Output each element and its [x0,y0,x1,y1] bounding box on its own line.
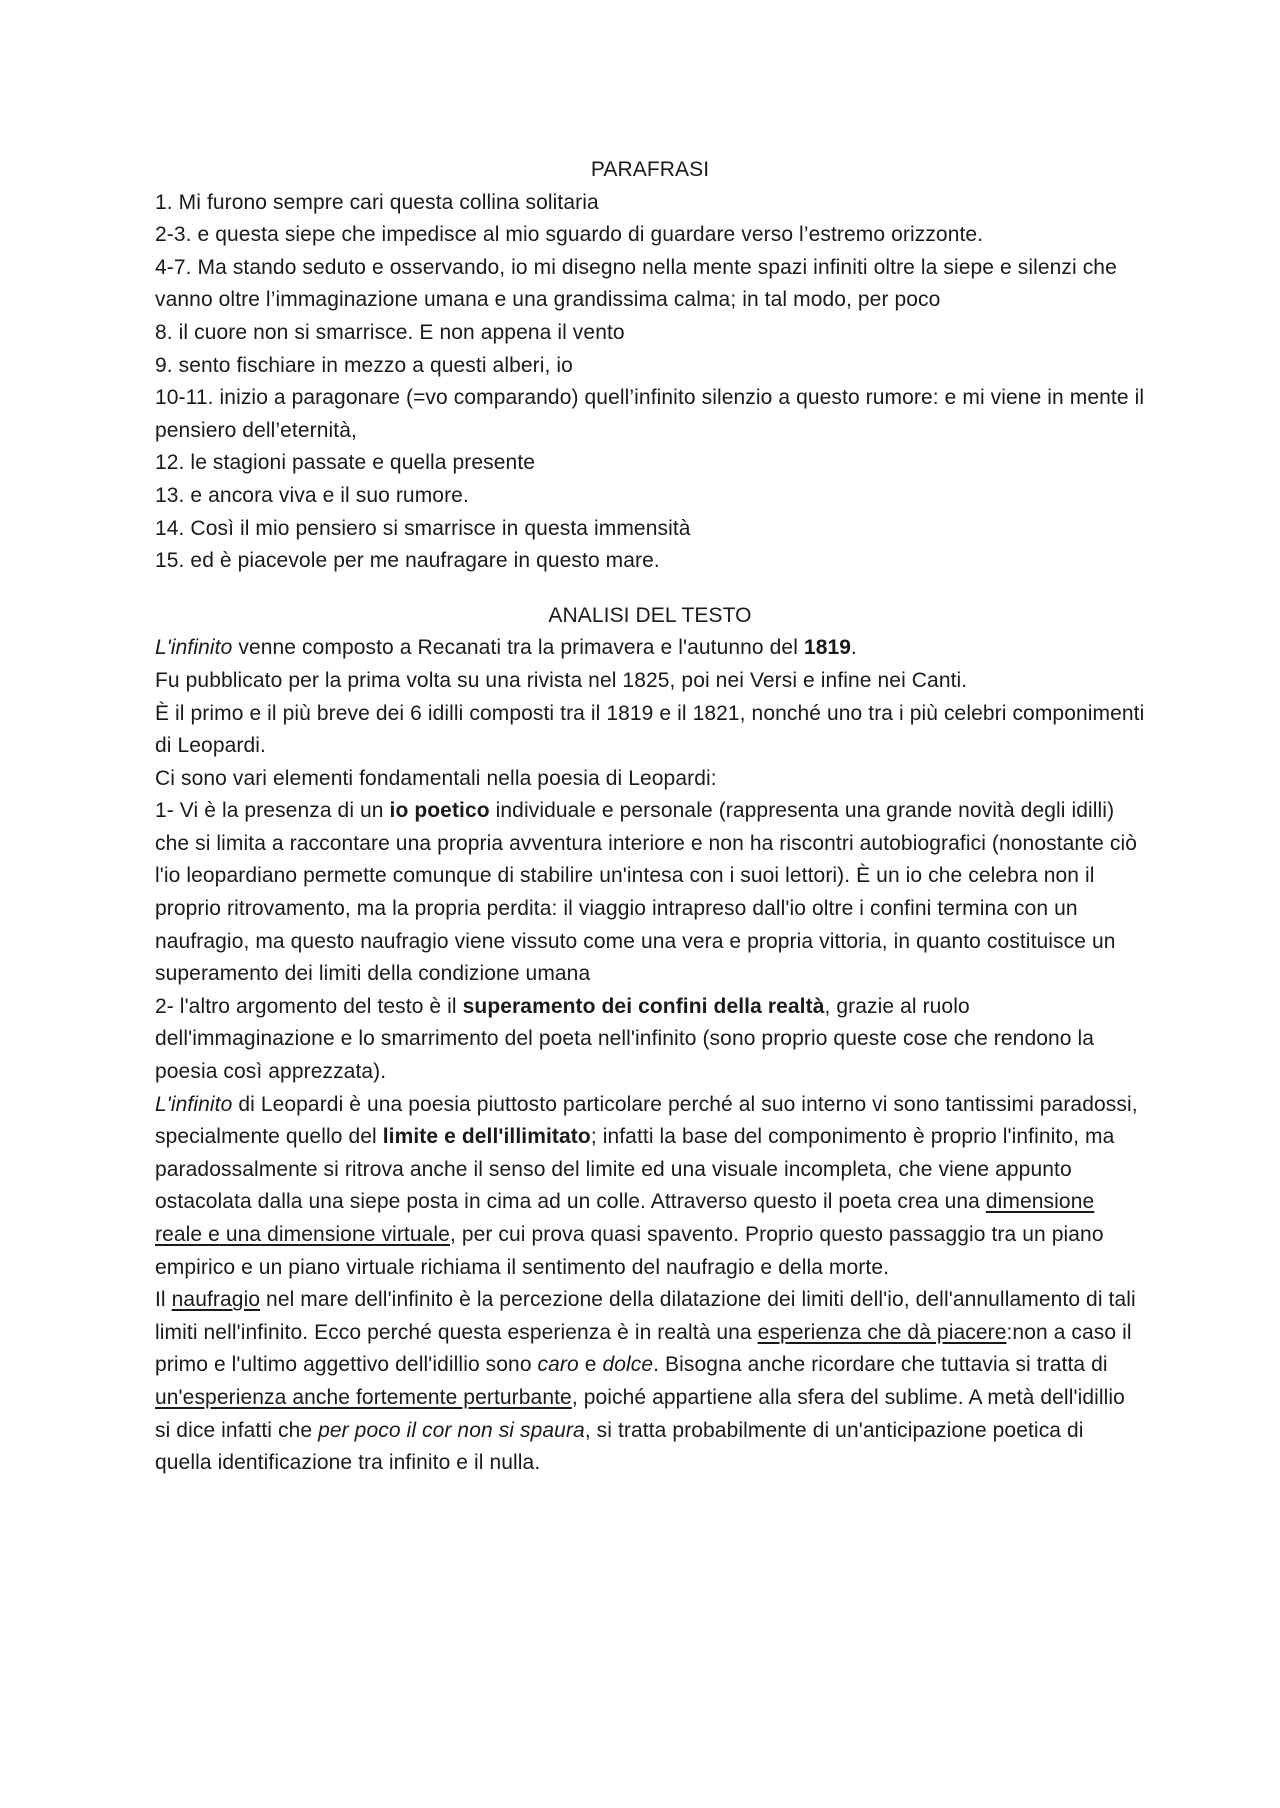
analisi-heading: ANALISI DEL TESTO [548,603,752,627]
parafrasi-line: 9. sento fischiare in mezzo a questi alberi, io [155,353,573,377]
poem-title: L'infinito [155,636,233,660]
parafrasi-line: 4-7. Ma stando seduto e osservando, io mi disegno nella mente spazi infiniti oltre la siepe e silenzi che vanno oltre l’immaginazione umana e una grandissima calma; in tal modo, per poco [155,255,1117,312]
year: 1819 [803,636,852,660]
underlined-term: un'esperienza anche fortemente perturbante [155,1385,572,1409]
analisi-paragraph-4: Ci sono vari elementi fondamentali nella poesia di Leopardi: [155,766,717,790]
document-page [155,154,1145,1480]
analisi-paragraph-2: Fu pubblicato per la prima volta su una rivista nel 1825, poi nei Versi e infine nei Canti. [155,668,968,692]
parafrasi-line: 10-11. inizio a paragonare (=vo comparando) quell’infinito silenzio a questo rumore: e mi viene in mente il pensiero dell’eternità, [155,386,1145,442]
bold-term: io poetico [389,799,490,823]
parafrasi-line: 14. Così il mio pensiero si smarrisce in questa immensità [155,516,691,540]
underlined-term: esperienza che dà piacere [757,1320,1007,1344]
analisi-paragraph-3: È il primo e il più breve dei 6 idilli composti tra il 1819 e il 1821, nonché uno tra i più celebri componimenti di Leopardi. [155,701,1145,758]
parafrasi-heading: PARAFRASI [590,158,710,181]
italic-quote: per poco il cor non si spaura [318,1418,585,1442]
analisi-paragraph-6: 2- l'altro argomento del testo è il superamento dei confini della realtà, grazie al ruolo dell'immaginazione e lo smarrimento del poeta nell'infinito (sono proprio queste cose che rendono la poesia così apprezzata). [155,994,1095,1084]
parafrasi-line: 1. Mi furono sempre cari questa collina solitaria [155,190,599,214]
parafrasi-line: 2-3. e questa siepe che impedisce al mio sguardo di guardare verso l’estremo orizzonte. [155,223,984,247]
analisi-paragraph-8: Il naufragio nel mare dell'infinito è la percezione della dilatazione dei limiti dell'io, dell'annullamento di tali limiti nell'infinito. Ecco perché questa esperienza è in realtà una esperienza che dà piacere:non a caso il primo e l'ultimo aggettivo dell'idillio sono caro e dolce. Bisogna anche ricordare che tuttavia si tratta di un'esperienza anche fortemente perturbante, poiché appartiene alla sfera del sublime. A metà dell'idillio si dice infatti che per poco il cor non si spaura, si tratta probabilmente di un'anticipazione poetica di quella identificazione tra infinito e il nulla. [155,1288,1136,1475]
italic-term: caro [537,1353,579,1377]
analisi-paragraph-5: 1- Vi è la presenza di un io poetico individuale e personale (rappresenta una grande novità degli idilli) che si limita a raccontare una propria avventura interiore e non ha riscontri autobiografici (nonostante ciò l'io leopardiano permette comunque di stabilire un'intesa con i suoi lettori). È un io che celebra non il proprio ritrovamento, ma la propria perdita: il viaggio intrapreso dall'io oltre i confini termina con un naufragio, ma questo naufragio viene vissuto come una vera e propria vittoria, in quanto costituisce un superamento dei limiti della condizione umana [155,799,1137,986]
bold-term: superamento dei confini della realtà [462,994,825,1018]
poem-title: L'infinito [155,1092,233,1116]
section-gap [155,578,1145,600]
bold-term: limite e dell'illimitato [382,1125,591,1149]
underlined-term: dimensione reale e una dimensione virtuale [155,1190,1095,1246]
parafrasi-line: 13. e ancora viva e il suo rumore. [155,483,469,507]
analisi-paragraph-1: L'infinito venne composto a Recanati tra la primavera e l'autunno del 1819. [155,636,857,660]
underlined-term: naufragio [171,1288,261,1312]
parafrasi-line: 12. le stagioni passate e quella presente [155,451,536,475]
analisi-paragraph-7: L'infinito di Leopardi è una poesia piuttosto particolare perché al suo interno vi sono tantissimi paradossi, specialmente quello del limite e dell'illimitato; infatti la base del componimento è proprio l'infinito, ma paradossalmente si ritrova anche il senso del limite ed una visuale incompleta, che viene appunto ostacolata dalla una siepe posta in cima ad un colle. Attraverso questo il poeta crea una dimensione reale e una dimensione virtuale, per cui prova quasi spavento. Proprio questo passaggio tra un piano empirico e un piano virtuale richiama il sentimento del naufragio e della morte. [155,1092,1138,1279]
parafrasi-line: 8. il cuore non si smarrisce. E non appena il vento [155,320,625,344]
italic-term: dolce [602,1353,654,1377]
parafrasi-line: 15. ed è piacevole per me naufragare in questo mare. [155,549,660,573]
